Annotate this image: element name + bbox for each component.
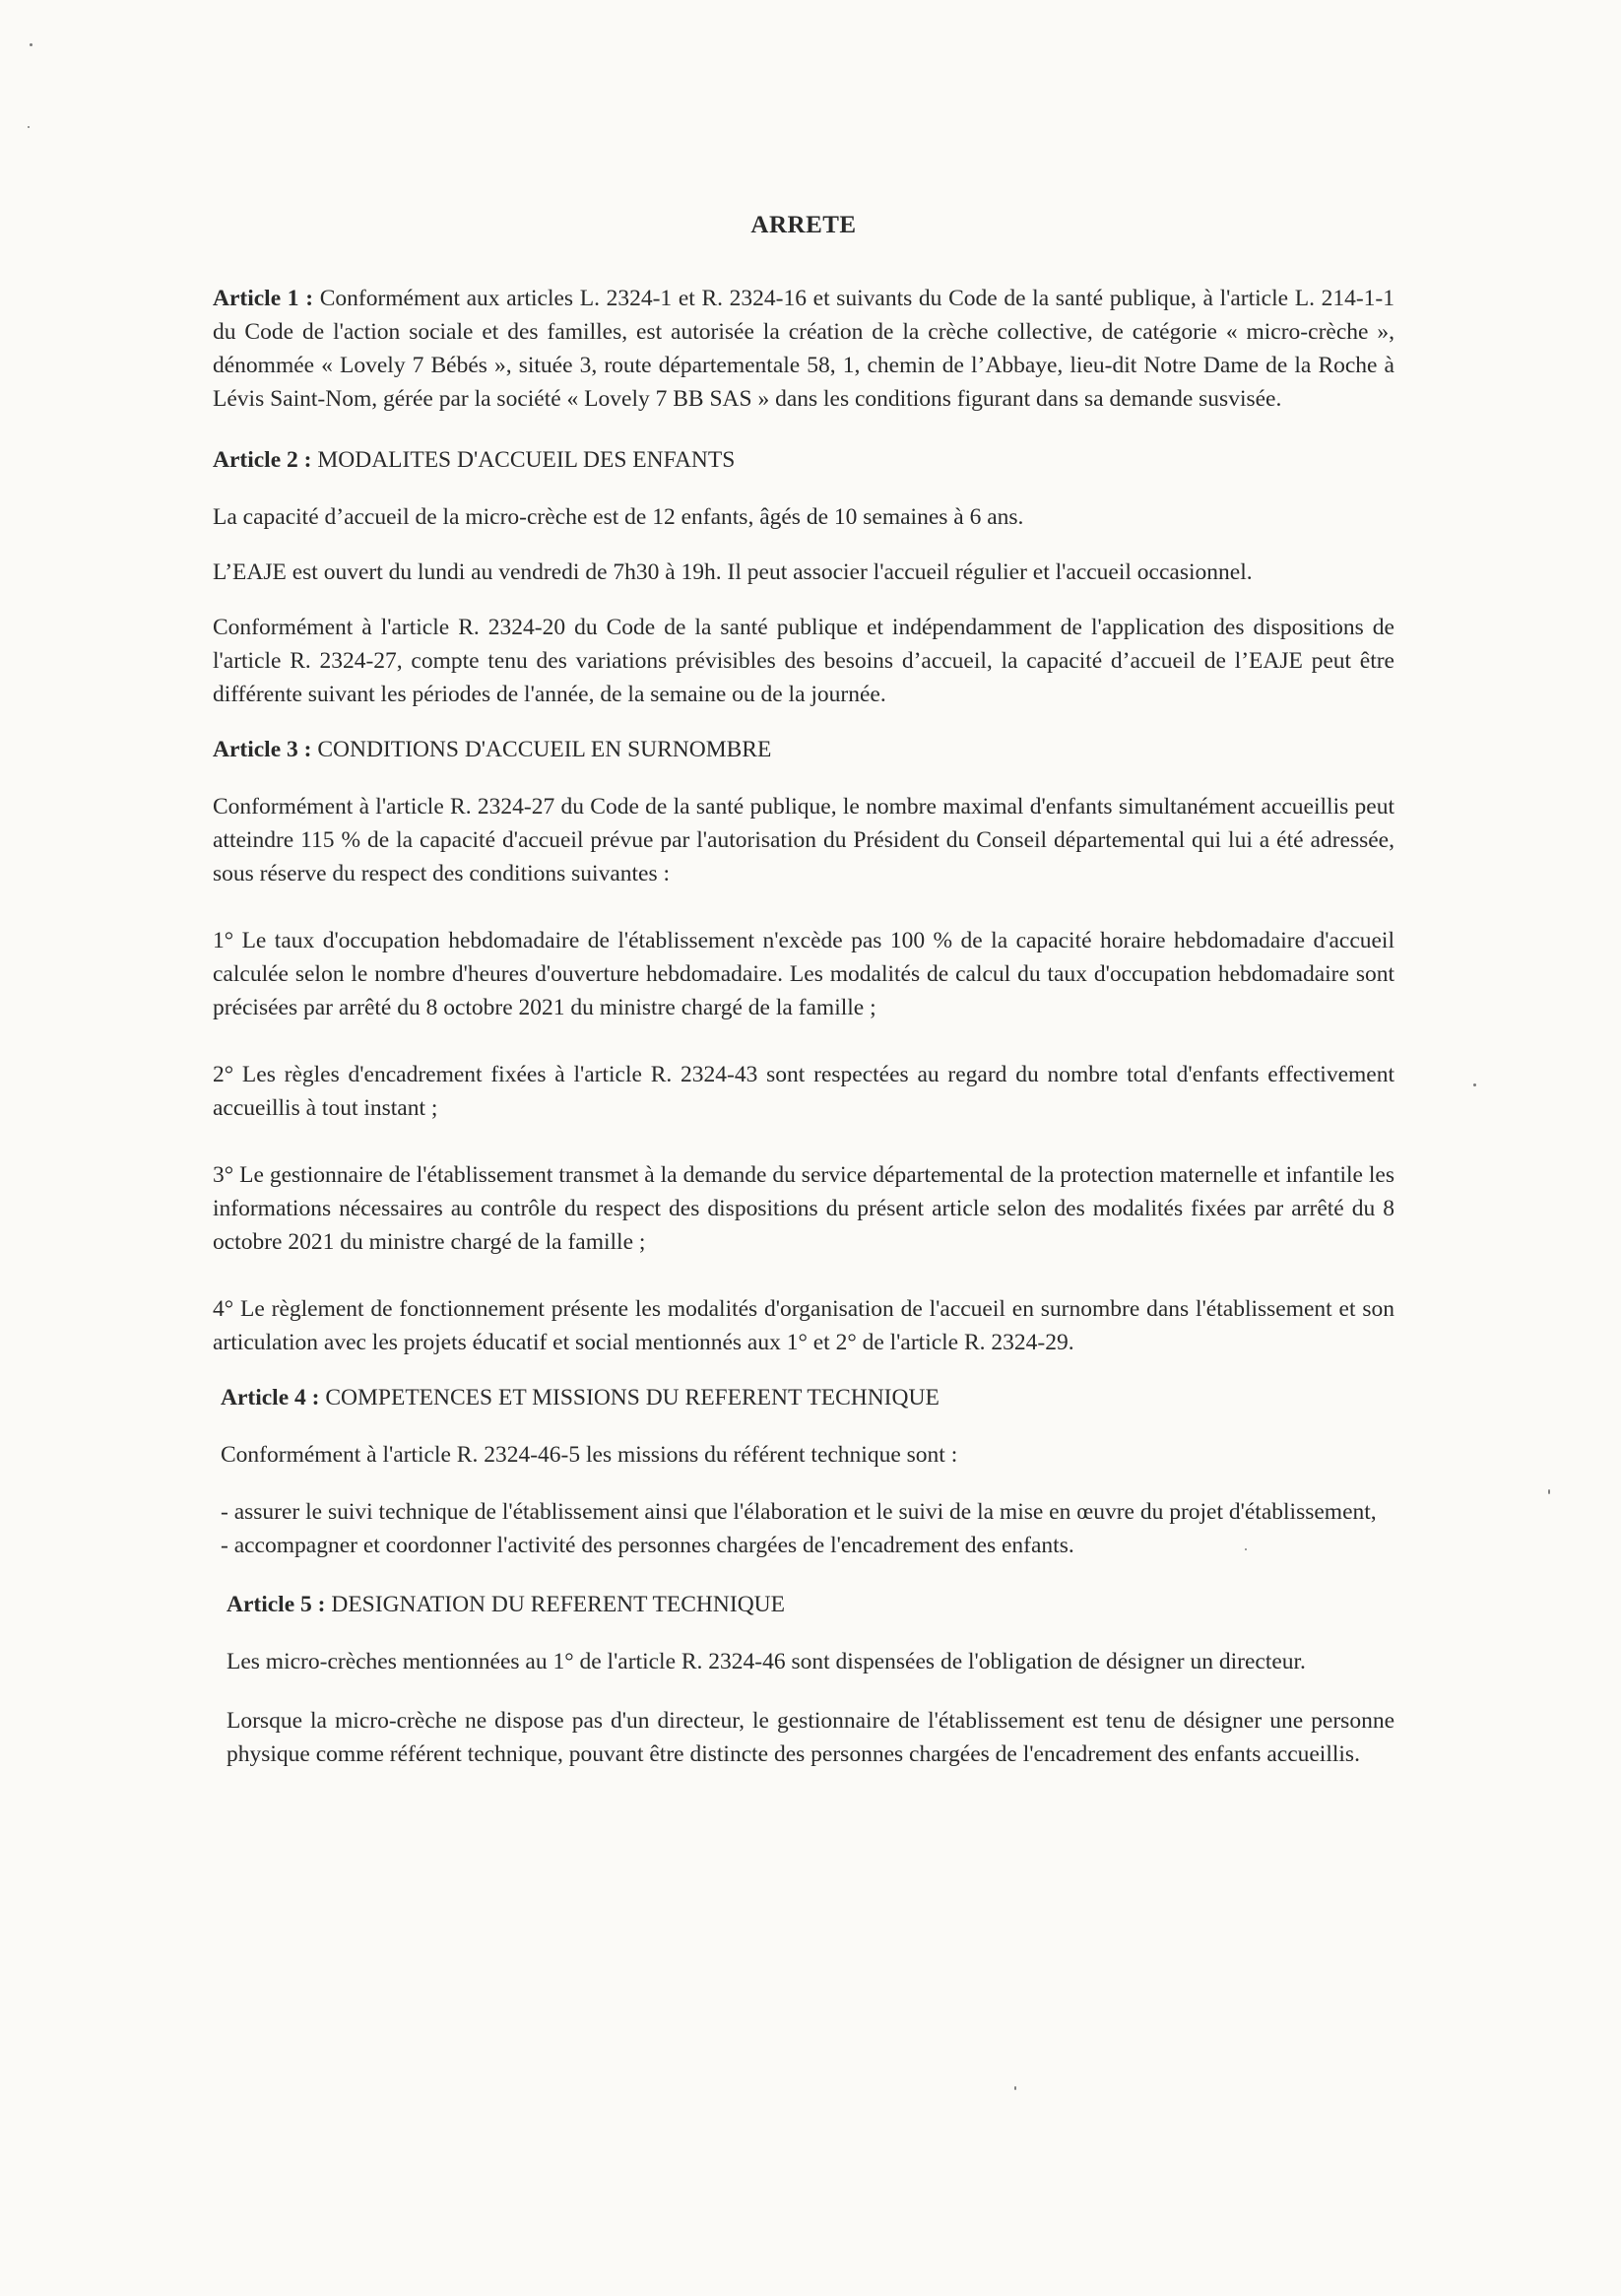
article-5-title: DESIGNATION DU REFERENT TECHNIQUE xyxy=(331,1592,785,1617)
document-body xyxy=(213,209,1394,1793)
article-1-label: Article 1 : xyxy=(213,286,314,311)
article-3-title: CONDITIONS D'ACCUEIL EN SURNOMBRE xyxy=(317,737,772,762)
scan-speck xyxy=(28,126,30,128)
article-1-text: Conformément aux articles L. 2324-1 et R. 2324-16 et suivants du Code de la santé publique, à l'article L. 214-1-1 du Code de l'action sociale et des familles, est autorisée la création de la crèche collective, de catégorie « micro-crèche », dénommée « Lovely 7 Bébés », située 3, route départementale 58, 1, chemin de l’Abbaye, lieu-dit Notre Dame de la Roche à Lévis Saint-Nom, gérée par la société « Lovely 7 BB SAS » dans les conditions figurant dans sa demande susvisée. xyxy=(213,286,1394,412)
article-4-label: Article 4 : xyxy=(221,1385,320,1410)
article-4-title: COMPETENCES ET MISSIONS DU REFERENT TECHNIQUE xyxy=(325,1385,940,1410)
page-title: ARRETE xyxy=(750,212,857,238)
article-3-intro: Conformément à l'article R. 2324-27 du Code de la santé publique, le nombre maximal d'enfants simultanément accueillis peut atteindre 115 % de la capacité d'accueil prévue par l'autorisation du Président du Conseil départemental qui lui a été adressée, sous réserve du respect des conditions suivantes : xyxy=(213,794,1394,886)
list-item: - assurer le suivi technique de l'établissement ainsi que l'élaboration et le suivi de la mise en œuvre du projet d'établissement, xyxy=(221,1499,1377,1525)
article-4-list xyxy=(221,1495,1394,1562)
article-3-condition: 2° Les règles d'encadrement fixées à l'article R. 2324-43 sont respectées au regard du nombre total d'enfants effectivement accueillis à tout instant ; xyxy=(213,1062,1394,1121)
article-3-label: Article 3 : xyxy=(213,737,312,762)
article-2-label: Article 2 : xyxy=(213,447,312,473)
article-2-title: MODALITES D'ACCUEIL DES ENFANTS xyxy=(317,447,736,473)
article-5-paragraph: Lorsque la micro-crèche ne dispose pas d'un directeur, le gestionnaire de l'établissement est tenu de désigner une personne physique comme référent technique, pouvant être distincte des personnes chargées de l'encadrement des enfants accueillis. xyxy=(227,1708,1394,1767)
article-5-paragraph: Les micro-crèches mentionnées au 1° de l'article R. 2324-46 sont dispensées de l'obligation de désigner un directeur. xyxy=(227,1649,1306,1674)
article-1 xyxy=(213,282,1394,416)
list-item: - accompagner et coordonner l'activité des personnes chargées de l'encadrement des enfants. xyxy=(221,1533,1074,1558)
scan-speck xyxy=(1548,1489,1550,1494)
article-4-intro: Conformément à l'article R. 2324-46-5 les missions du référent technique sont : xyxy=(221,1442,958,1468)
article-2-heading xyxy=(213,443,1394,477)
article-4-heading xyxy=(221,1381,1394,1414)
article-2-paragraph: L’EAJE est ouvert du lundi au vendredi de 7h30 à 19h. Il peut associer l'accueil régulier et l'accueil occasionnel. xyxy=(213,559,1253,585)
article-5-heading xyxy=(227,1588,1394,1621)
scan-speck xyxy=(1014,2086,1016,2090)
article-3-condition: 3° Le gestionnaire de l'établissement transmet à la demande du service départemental de la protection maternelle et infantile les informations nécessaires au contrôle du respect des dispositions du présent article selon des modalités fixées par arrêté du 8 octobre 2021 du ministre chargé de la famille ; xyxy=(213,1162,1394,1255)
article-3-condition: 4° Le règlement de fonctionnement présente les modalités d'organisation de l'accueil en surnombre dans l'établissement et son articulation avec les projets éducatif et social mentionnés aux 1° et 2° de l'article R. 2324-29. xyxy=(213,1296,1394,1355)
article-2-paragraph: La capacité d’accueil de la micro-crèche est de 12 enfants, âgés de 10 semaines à 6 ans. xyxy=(213,504,1024,530)
article-2-paragraph: Conformément à l'article R. 2324-20 du Code de la santé publique et indépendamment de l'application des dispositions de l'article R. 2324-27, compte tenu des variations prévisibles des besoins d’accueil, la capacité d’accueil de l’EAJE peut être différente suivant les périodes de l'année, de la semaine ou de la journée. xyxy=(213,615,1394,707)
article-5-label: Article 5 : xyxy=(227,1592,326,1617)
article-3-heading xyxy=(213,733,1394,766)
scan-speck xyxy=(30,43,32,46)
scan-speck xyxy=(1473,1083,1476,1086)
article-3-condition: 1° Le taux d'occupation hebdomadaire de l'établissement n'excède pas 100 % de la capacité horaire hebdomadaire d'accueil calculée selon le nombre d'heures d'ouverture hebdomadaire. Les modalités de calcul du taux d'occupation hebdomadaire sont précisées par arrêté du 8 octobre 2021 du ministre chargé de la famille ; xyxy=(213,928,1394,1020)
